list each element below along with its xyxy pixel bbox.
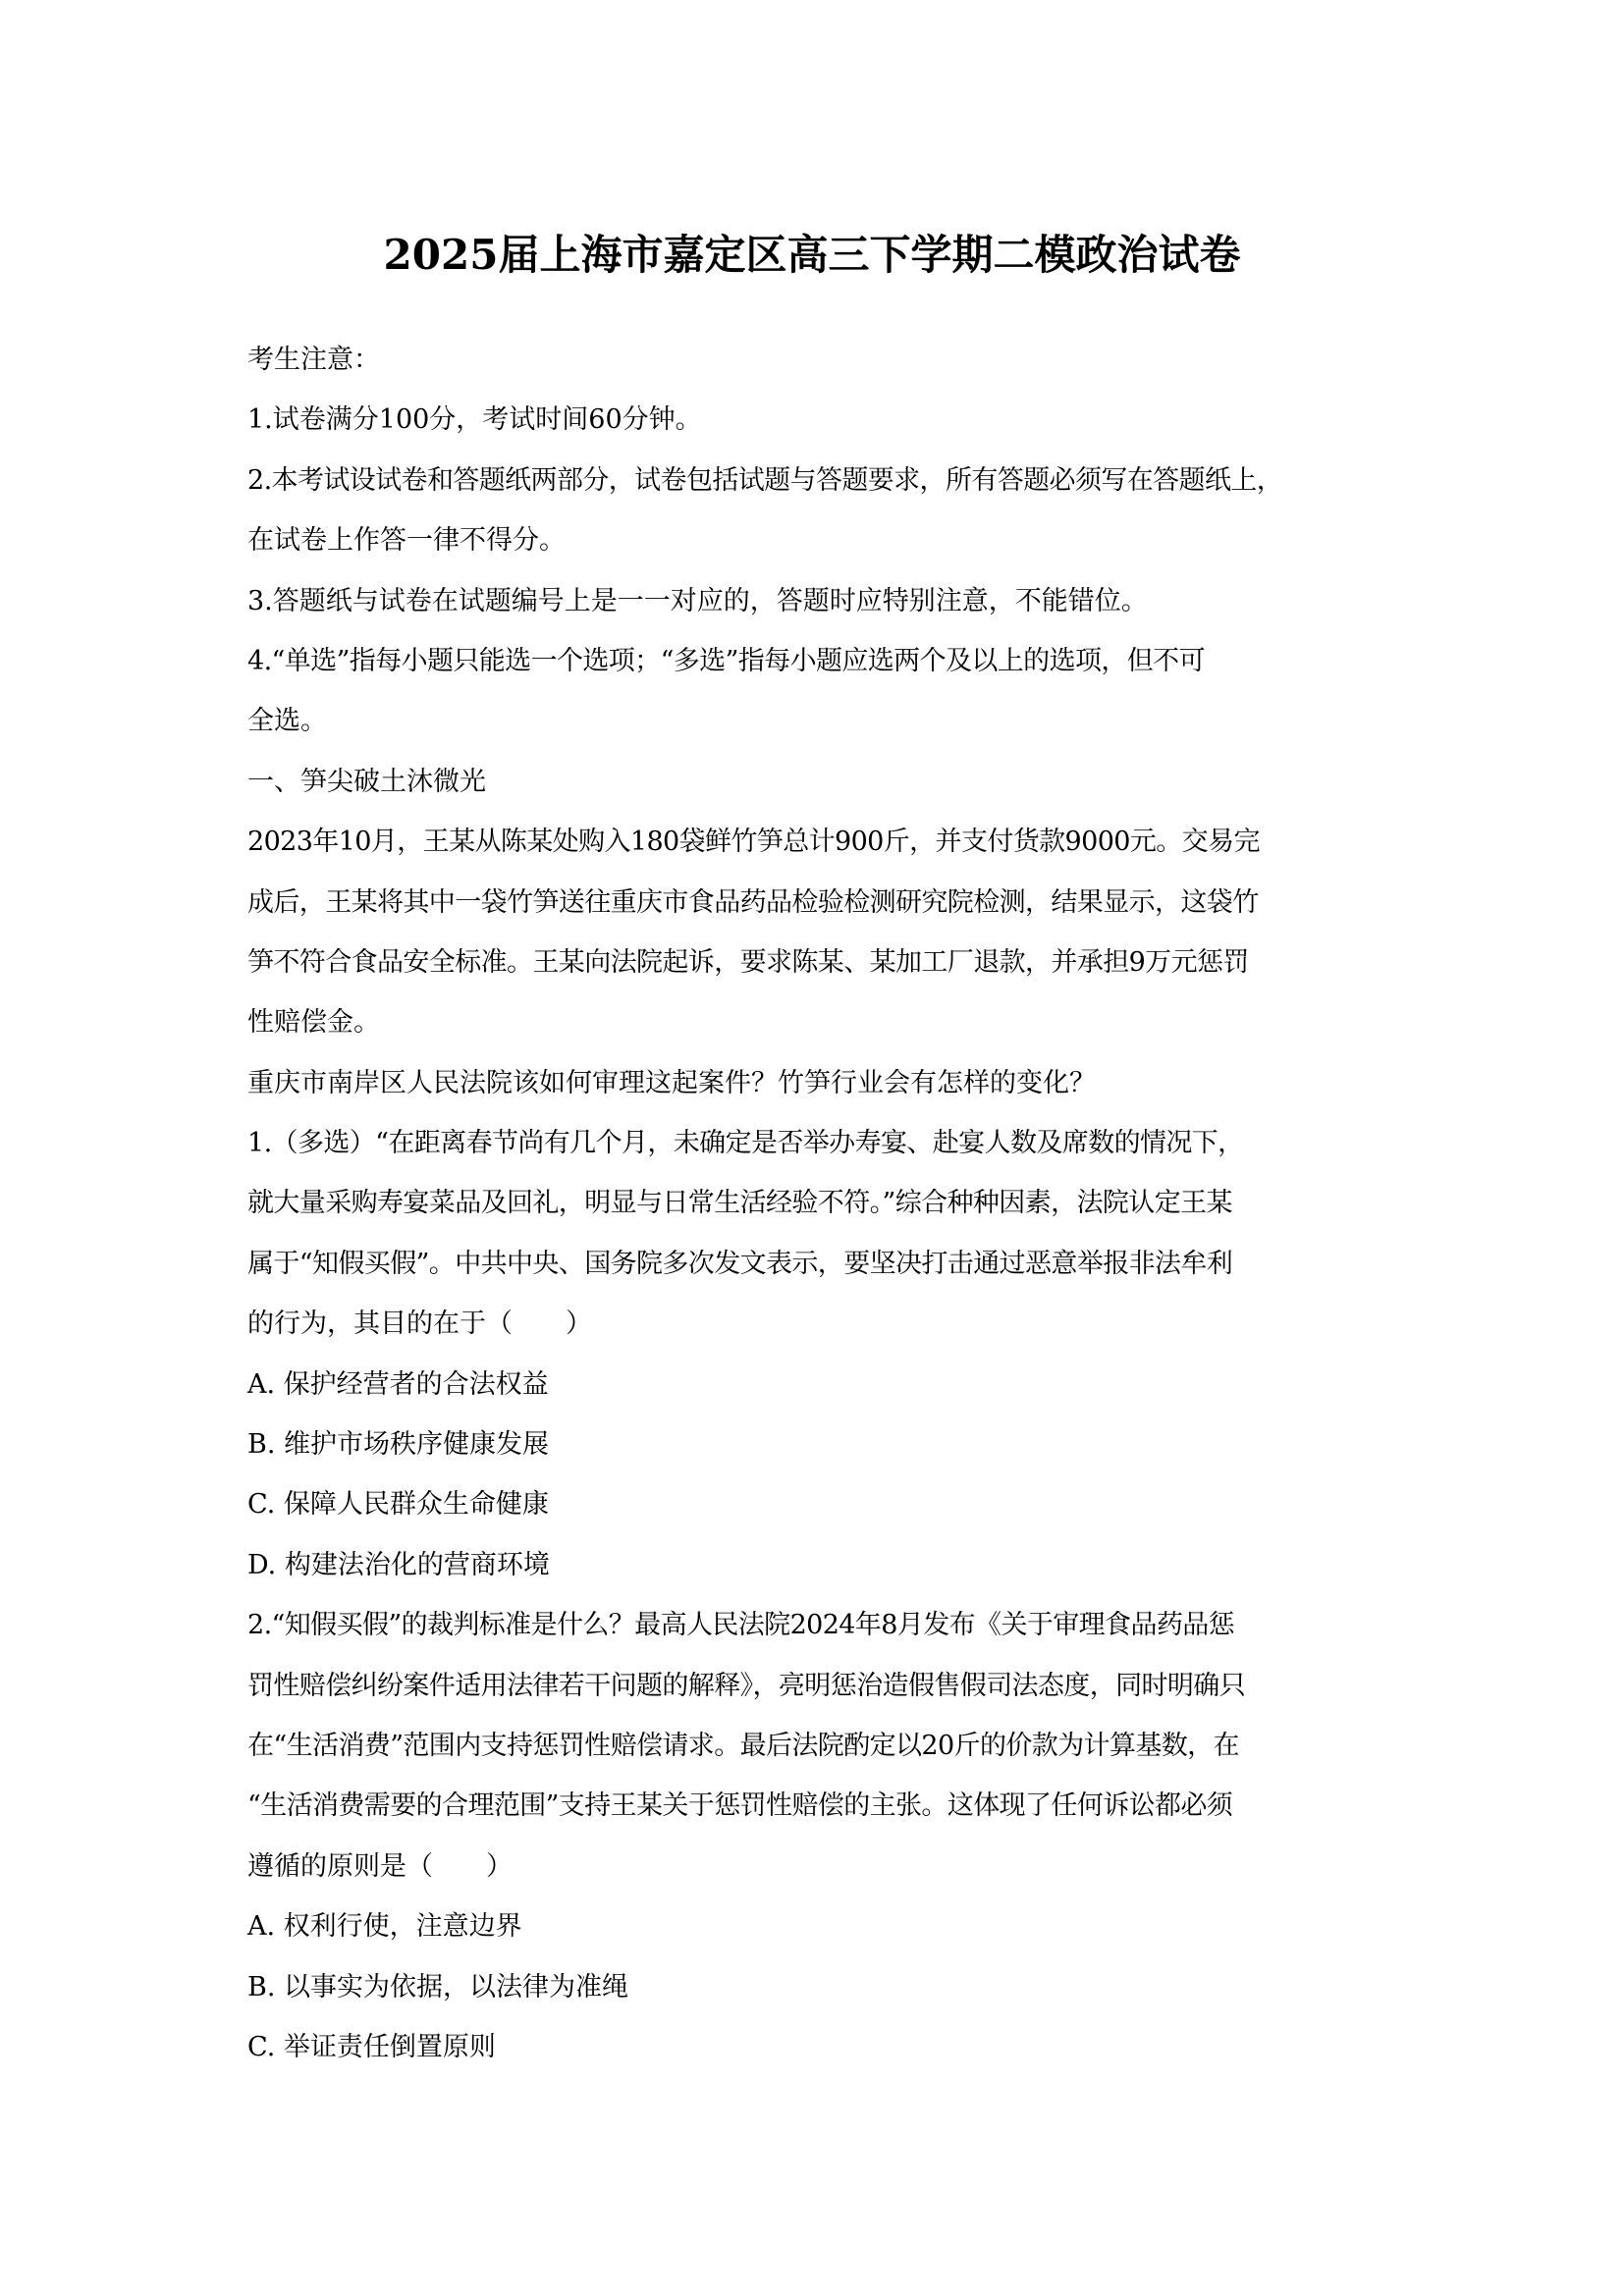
question-2-option-b: B. 以事实为依据，以法律为准绳 xyxy=(247,1971,629,2002)
case-paragraph-line: 笋不符合食品安全标准。王某向法院起诉，要求陈某、某加工厂退款，并承担9万元惩罚 xyxy=(247,946,1249,978)
case-paragraph-line: 2023年10月，王某从陈某处购入180袋鲜竹笋总计900斤，并支付货款9000元。交易完 xyxy=(247,827,1260,858)
notice-item: 3.答题纸与试卷在试题编号上是一一对应的，答题时应特别注意，不能错位。 xyxy=(247,585,1148,616)
question-2-stem: 罚性赔偿纠纷案件适用法律若干问题的解释》，亮明惩治造假售假司法态度，同时明确只 xyxy=(247,1670,1246,1701)
question-2-option-c: C. 举证责任倒置原则 xyxy=(247,2031,496,2062)
section-heading: 一、笋尖破土沐微光 xyxy=(247,766,486,797)
question-2-stem: 2.“知假买假”的裁判标准是什么？最高人民法院2024年8月发布《关于审理食品药品惩 xyxy=(247,1610,1235,1641)
question-1-stem: 属于“知假买假”。中共中央、国务院多次发文表示，要坚决打击通过恶意举报非法牟利 xyxy=(247,1248,1233,1279)
document-body xyxy=(247,330,1396,2077)
question-2-stem: 在“生活消费”范围内支持惩罚性赔偿请求。最后法院酌定以20斤的价款为计算基数，在 xyxy=(247,1730,1239,1761)
question-2-stem: “生活消费需要的合理范围”支持王某关于惩罚性赔偿的主张。这体现了任何诉讼都必须 xyxy=(247,1790,1233,1822)
question-1-option-a: A. 保护经营者的合法权益 xyxy=(247,1368,549,1400)
question-2-option-a: A. 权利行使，注意边界 xyxy=(247,1911,522,1943)
question-1-stem: 就大量采购寿宴菜品及回礼，明显与日常生活经验不符。”综合种种因素，法院认定王某 xyxy=(247,1188,1232,1219)
notice-item: 1.试卷满分100分，考试时间60分钟。 xyxy=(247,404,702,436)
question-1-option-c: C. 保障人民群众生命健康 xyxy=(247,1489,549,1521)
question-1-option-b: B. 维护市场秩序健康发展 xyxy=(247,1429,550,1461)
case-question: 重庆市南岸区人民法院该如何审理这起案件？竹笋行业会有怎样的变化？ xyxy=(247,1067,1096,1098)
question-1-option-d: D. 构建法治化的营商环境 xyxy=(247,1549,550,1580)
case-paragraph-line: 性赔偿金。 xyxy=(247,1007,380,1039)
question-1-stem: 1.（多选）“在距离春节尚有几个月，未确定是否举办寿宴、赴宴人数及席数的情况下， xyxy=(247,1128,1244,1159)
question-2-stem: 遵循的原则是（ ） xyxy=(247,1850,513,1882)
notice-item-continued: 全选。 xyxy=(247,706,327,737)
notice-item: 2.本考试设试卷和答题纸两部分，试卷包括试题与答题要求，所有答题必须写在答题纸上， xyxy=(247,464,1283,496)
case-paragraph-line: 成后，王某将其中一袋竹笋送往重庆市食品药品检验检测研究院检测，结果显示，这袋竹 xyxy=(247,886,1259,918)
notice-heading: 考生注意： xyxy=(247,345,380,375)
document-title: 2025届上海市嘉定区高三下学期二模政治试卷 xyxy=(383,231,1241,279)
notice-item: 4.“单选”指每小题只能选一个选项；“多选”指每小题应选两个及以上的选项，但不可 xyxy=(247,645,1205,676)
question-1-stem: 的行为，其目的在于（ ） xyxy=(247,1308,592,1340)
notice-item-continued: 在试卷上作答一律不得分。 xyxy=(247,525,566,557)
